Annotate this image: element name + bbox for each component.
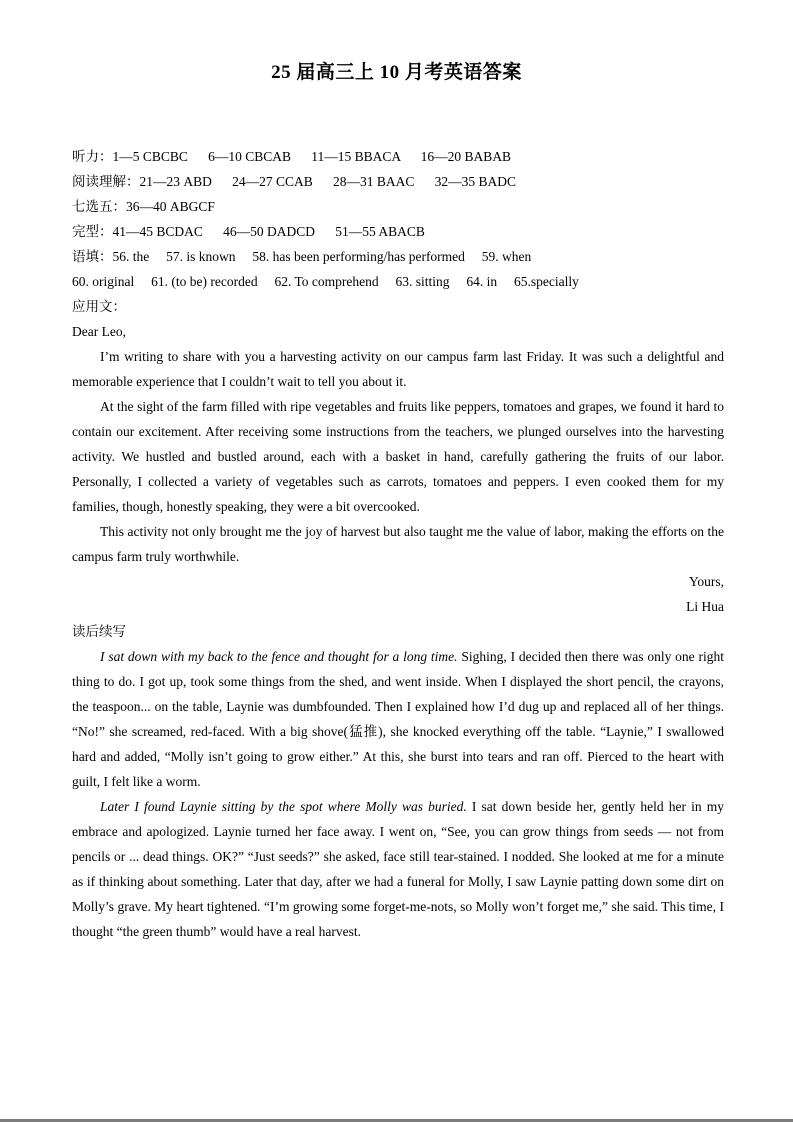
continuation-paragraph-2-lead: Later I found Laynie sitting by the spot where Molly was buried. <box>100 799 467 814</box>
continuation-paragraph-2 <box>72 794 724 944</box>
section-label-continuation: 读后续写 <box>72 624 126 639</box>
section-label-applied-writing: 应用文： <box>72 299 126 314</box>
answers-grammar-fill-line1: 语填：56. the 57. is known 58. has been performing/has performed 59. when <box>72 249 532 264</box>
letter-salutation: Dear Leo, <box>72 324 126 339</box>
continuation-paragraph-1-text: Sighing, I decided then there was only one right thing to do. I got up, took some things from the shed, and went inside. When I displayed the short pencil, the crayons, the teaspoon... on the table, Laynie was dumbfounded. Then I explained how I’d dug up and replaced all of her things. “No!” she screamed, red-faced. With a big shove(猛推), she knocked everything off the table. “Laynie,” I swallowed hard and added, “Molly isn’t going to grow either.” At this, she burst into tears and ran off. Pierced to the heart with guilt, I felt like a worm. <box>72 649 724 789</box>
document-content <box>0 144 793 944</box>
continuation-paragraph-1-lead: I sat down with my back to the fence and thought for a long time. <box>100 649 458 664</box>
answers-grammar-fill-line2: 60. original 61. (to be) recorded 62. To comprehend 63. sitting 64. in 65.specially <box>72 274 579 289</box>
answers-reading: 阅读理解：21—23 ABD 24—27 CCAB 28—31 BAAC 32—35 BADC <box>72 174 517 189</box>
answers-listening: 听力：1—5 CBCBC 6—10 CBCAB 11—15 BBACA 16—20 BABAB <box>72 149 512 164</box>
answers-cloze: 完型：41—45 BCDAC 46—50 DADCD 51—55 ABACB <box>72 224 425 239</box>
letter-paragraph-1: I’m writing to share with you a harvesting activity on our campus farm last Friday. It was such a delightful and memorable experience that I couldn’t wait to tell you about it. <box>72 349 724 389</box>
letter-paragraph-2: At the sight of the farm filled with ripe vegetables and fruits like peppers, tomatoes and grapes, we found it hard to contain our excitement. After receiving some instructions from the teachers, we plunged ourselves into the harvesting activity. We hustled and bustled around, each with a basket in hand, carefully gathering the fruits of our labor. Personally, I collected a variety of vegetables such as carrots, tomatoes and peppers. I even cooked them for my families, though, honestly speaking, they were a bit overcooked. <box>72 399 724 514</box>
letter-closing: Yours, <box>688 574 724 589</box>
page-title: 25 届高三上 10 月考英语答案 <box>271 62 522 83</box>
continuation-paragraph-1 <box>72 644 724 794</box>
letter-signature: Li Hua <box>686 599 724 614</box>
letter-paragraph-3: This activity not only brought me the joy of harvest but also taught me the value of labor, making the efforts on the campus farm truly worthwhile. <box>72 524 724 564</box>
answers-seven-to-five: 七选五：36—40 ABGCF <box>72 199 215 214</box>
continuation-paragraph-2-text: I sat down beside her, gently held her in my embrace and apologized. Laynie turned her face away. I went on, “See, you can grow things from seeds — not from pencils or ... dead things. OK?” “Just seeds?” she asked, face still tear-stained. I nodded. She looked at me for a minute as if thinking about something. Later that day, after we had a funeral for Molly, I saw Laynie patting down some dirt on Molly’s grave. My heart tightened. “I’m growing some forget-me-nots, so Molly won’t forget me,” she said. This time, I thought “the green thumb” would have a real harvest. <box>72 799 724 939</box>
